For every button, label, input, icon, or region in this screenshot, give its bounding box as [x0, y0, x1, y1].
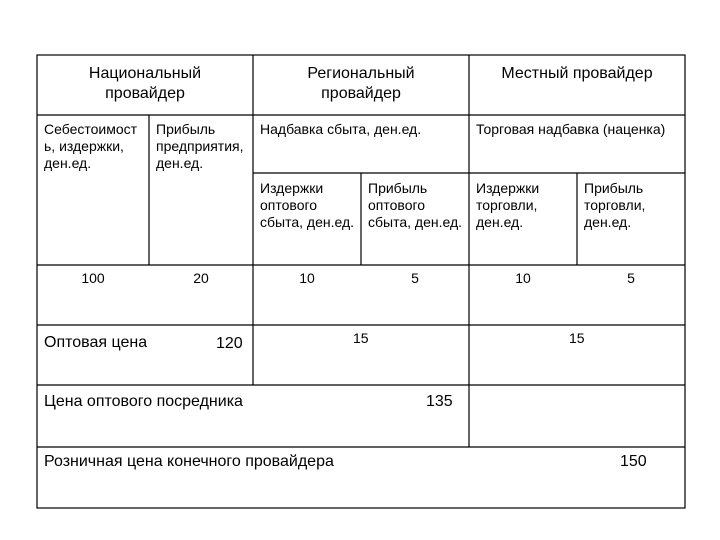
detail-wholesale-profit: Прибыль оптового сбыта, ден.ед.: [368, 180, 463, 230]
intermediary-price-label: Цена оптового посредника: [44, 393, 243, 410]
header-regional-provider: Региональный провайдер: [307, 65, 415, 102]
value-profit: 20: [193, 270, 209, 286]
retail-price-value: 150: [620, 453, 647, 470]
detail-trade-profit: Прибыль торговли, ден.ед.: [584, 180, 646, 230]
retail-price-label: Розничная цена конечного провайдера: [44, 453, 334, 470]
value-wholesale-costs: 10: [299, 270, 315, 286]
value-trade-costs: 10: [515, 270, 531, 286]
header-local-provider: Местный провайдер: [501, 65, 653, 82]
wholesale-price-label: Оптовая цена: [44, 334, 148, 351]
detail-wholesale-costs: Издержки оптового сбыта, ден.ед.: [260, 180, 355, 230]
subheader-cost: Себестоимост ь, издержки, ден.ед.: [44, 121, 138, 171]
header-national-provider: Национальный провайдер: [88, 65, 202, 102]
sales-markup-total: 15: [353, 330, 369, 346]
value-trade-profit: 5: [627, 270, 635, 286]
subheader-profit: Прибыль предприятия, ден.ед.: [156, 121, 244, 171]
intermediary-price-value: 135: [426, 393, 453, 410]
value-wholesale-profit: 5: [411, 270, 419, 286]
detail-trade-costs: Издержки торговли, ден.ед.: [476, 180, 540, 230]
trade-markup-total: 15: [569, 330, 585, 346]
subheader-trade-markup: Торговая надбавка (наценка): [476, 121, 666, 137]
value-cost: 100: [81, 270, 105, 286]
wholesale-price-value: 120: [216, 335, 243, 352]
subheader-sales-markup: Надбавка сбыта, ден.ед.: [260, 121, 422, 137]
